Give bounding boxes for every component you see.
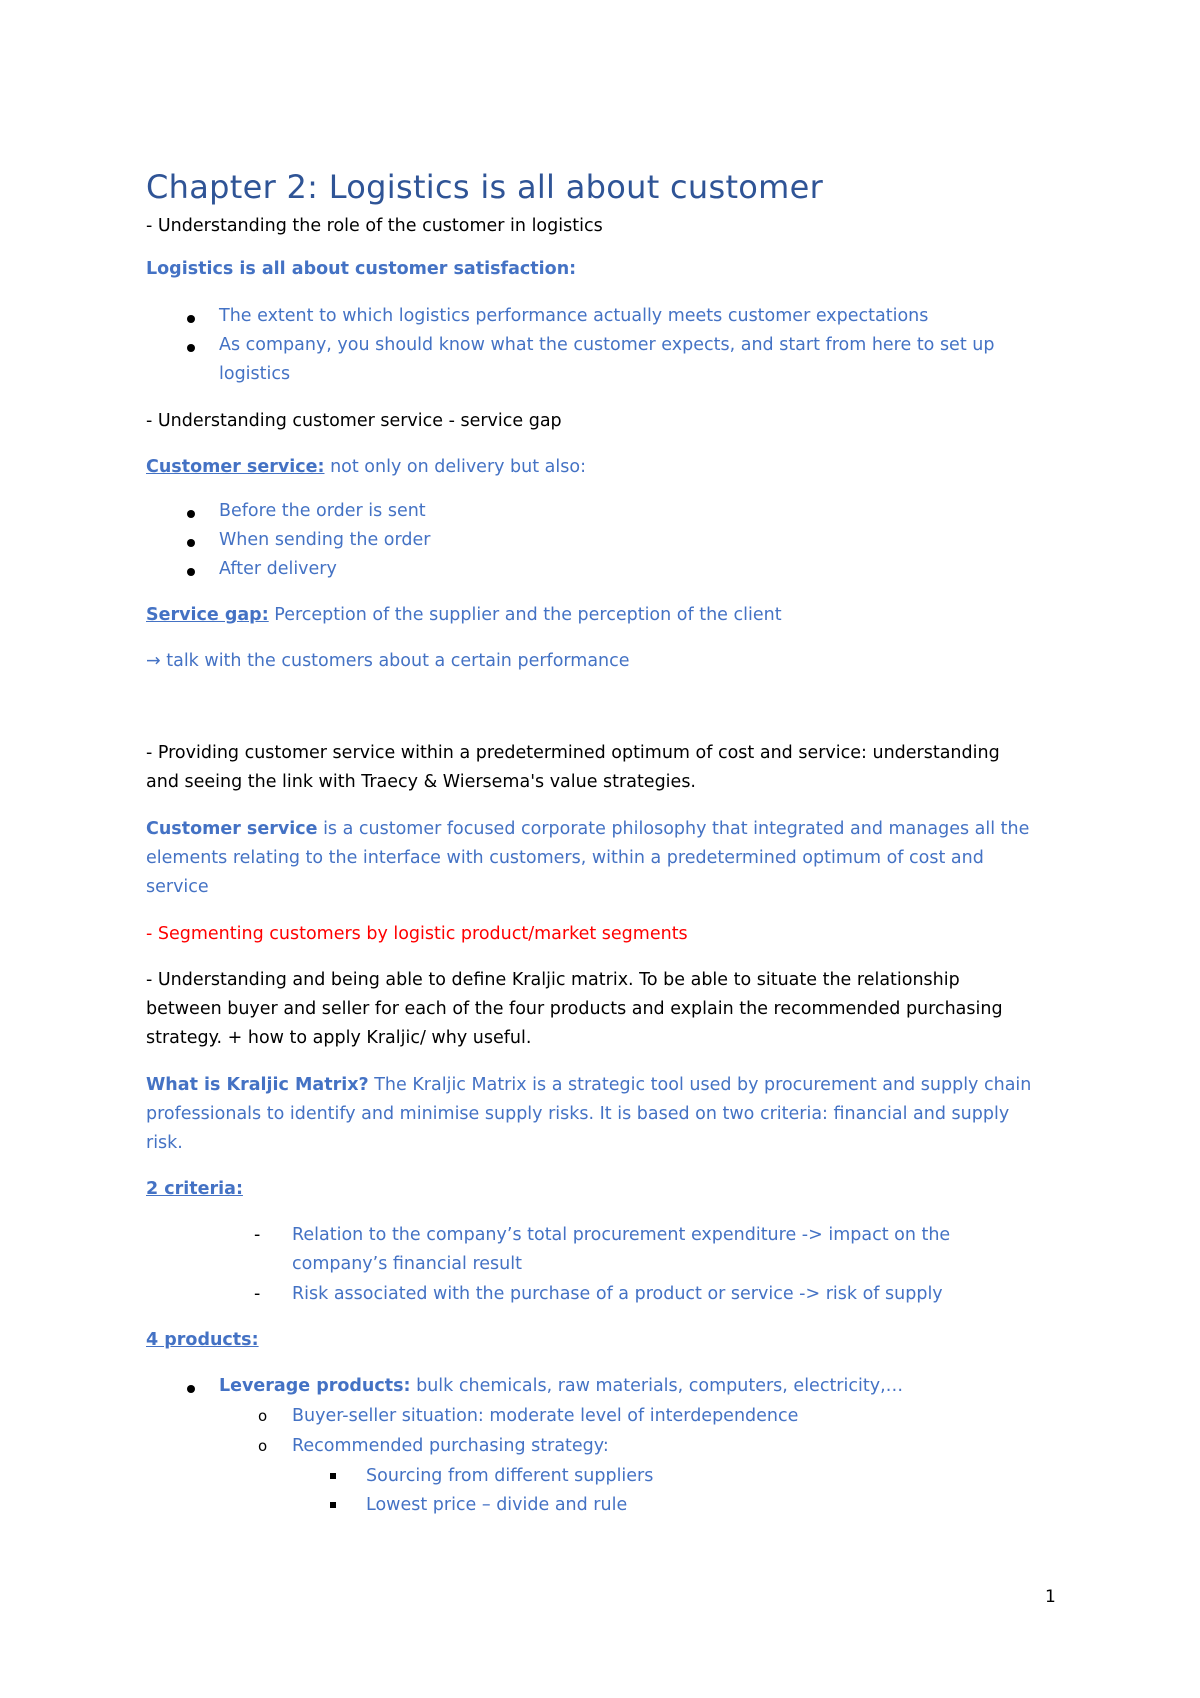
- kraljic-line-2: professionals to identify and minimise supply risks. It is based on two criteria: financial and supply: [146, 1104, 1010, 1124]
- definition-line-3: service: [146, 877, 209, 897]
- sub-list-item: Recommended purchasing strategy:: [292, 1436, 609, 1456]
- kraljic-label: What is Kraljic Matrix?: [146, 1075, 369, 1095]
- definition-text: is a customer focused corporate philosophy that integrated and manages all the: [317, 819, 1030, 839]
- paragraph-predetermined-optimum-cont: and seeing the link with Traecy & Wiersema's value strategies.: [146, 772, 696, 792]
- sub-sub-list-item: Lowest price – divide and rule: [366, 1495, 628, 1515]
- bullet-icon: [187, 315, 195, 323]
- paragraph-service-gap: - Understanding customer service - service gap: [146, 411, 562, 431]
- page-number: 1: [1045, 1587, 1056, 1607]
- paragraph-predetermined-optimum: - Providing customer service within a predetermined optimum of cost and service: understanding: [146, 743, 1000, 763]
- products-heading: 4 products:: [146, 1330, 259, 1350]
- definition-line-2: elements relating to the interface with customers, within a predetermined optimum of cost and: [146, 848, 984, 868]
- service-gap-label: Service gap:: [146, 605, 269, 625]
- arrow-line-text: talk with the customers about a certain performance: [160, 651, 630, 671]
- circle-bullet-icon: o: [258, 1437, 268, 1455]
- sub-sub-list-item: Sourcing from different suppliers: [366, 1466, 654, 1486]
- bullet-icon: [187, 539, 195, 547]
- dash-icon: -: [254, 1225, 261, 1245]
- list-item: The extent to which logistics performance actually meets customer expectations: [219, 306, 929, 326]
- paragraph-role-of-customer: - Understanding the role of the customer in logistics: [146, 216, 603, 236]
- list-item: After delivery: [219, 559, 337, 579]
- page-title: Chapter 2: Logistics is all about customer: [146, 168, 824, 206]
- criteria-item: Risk associated with the purchase of a product or service -> risk of supply: [292, 1284, 943, 1304]
- paragraph-kraljic: - Understanding and being able to define Kraljic matrix. To be able to situate the relationship: [146, 970, 960, 990]
- circle-bullet-icon: o: [258, 1407, 268, 1425]
- heading-customer-satisfaction: Logistics is all about customer satisfaction:: [146, 259, 577, 279]
- definition-customer-service: [146, 815, 1029, 844]
- criteria-item: Relation to the company’s total procurement expenditure -> impact on the: [292, 1225, 951, 1245]
- leverage-products-item: [219, 1372, 903, 1401]
- list-item: As company, you should know what the customer expects, and start from here to set up: [219, 335, 995, 355]
- dash-icon: -: [254, 1284, 261, 1304]
- definition-label: Customer service: [146, 819, 318, 839]
- paragraph-kraljic-line-3: strategy. + how to apply Kraljic/ why useful.: [146, 1028, 532, 1048]
- square-bullet-icon: [330, 1502, 336, 1508]
- square-bullet-icon: [330, 1473, 336, 1479]
- list-item: When sending the order: [219, 530, 431, 550]
- arrow-line: [146, 647, 630, 676]
- criteria-heading: 2 criteria:: [146, 1179, 243, 1199]
- service-gap-text: Perception of the supplier and the perception of the client: [268, 605, 782, 625]
- arrow-right-icon: →: [146, 651, 161, 671]
- leverage-text: bulk chemicals, raw materials, computers, electricity,…: [410, 1376, 904, 1396]
- leverage-label: Leverage products:: [219, 1376, 411, 1396]
- criteria-item-continuation: company’s financial result: [292, 1254, 522, 1274]
- list-item: Before the order is sent: [219, 501, 426, 521]
- paragraph-kraljic-line-2: between buyer and seller for each of the four products and explain the recommended purchasing: [146, 999, 1003, 1019]
- customer-service-label: Customer service:: [146, 457, 325, 477]
- segmenting-heading: - Segmenting customers by logistic product/market segments: [146, 924, 688, 944]
- sub-list-item: Buyer-seller situation: moderate level of interdependence: [292, 1406, 799, 1426]
- kraljic-text: The Kraljic Matrix is a strategic tool used by procurement and supply chain: [368, 1075, 1032, 1095]
- bullet-icon: [187, 510, 195, 518]
- customer-service-line: [146, 453, 586, 482]
- list-item-continuation: logistics: [219, 364, 291, 384]
- bullet-icon: [187, 568, 195, 576]
- bullet-icon: [187, 1385, 195, 1393]
- kraljic-line-3: risk.: [146, 1133, 183, 1153]
- customer-service-text: not only on delivery but also:: [324, 457, 586, 477]
- service-gap-line: [146, 601, 782, 630]
- kraljic-definition: [146, 1071, 1031, 1100]
- bullet-icon: [187, 344, 195, 352]
